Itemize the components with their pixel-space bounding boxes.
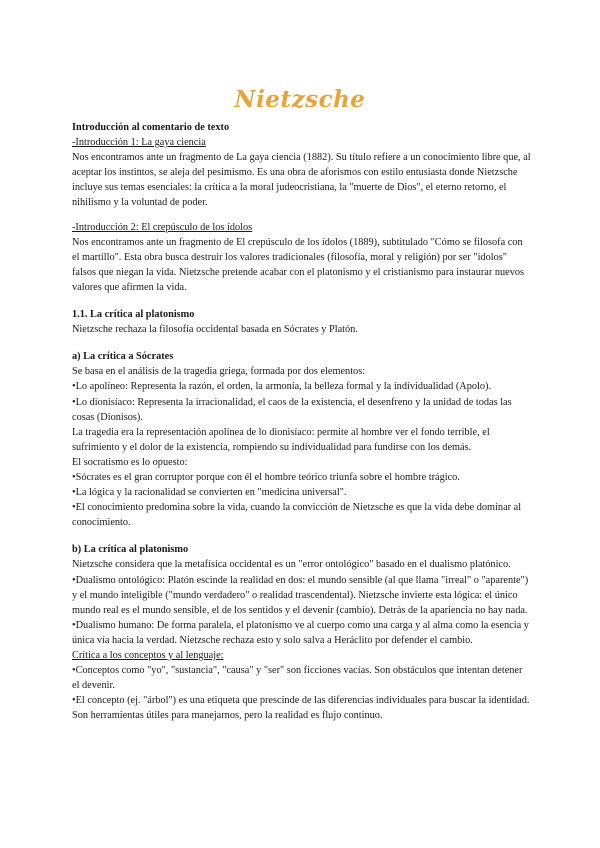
platonism-bullet-human: •Dualismo humano: De forma paralela, el platonismo ve al cuerpo como una carga y al alma como la esencia y única vía hacia la verdad. Nietzsche rechaza esto y solo salva a Heráclito por defender el cambio. [72,619,529,646]
intro1-heading: -Introducción 1: La gaya ciencia [72,137,206,149]
platonism-heading: b) La crítica al platonismo [72,544,189,556]
socrates-intro: Se basa en el análisis de la tragedia griega, formada por dos elementos: [72,366,366,378]
section1-heading: 1.1. La crítica al platonismo [72,309,195,321]
intro2-paragraph: Nos encontramos ante un fragmento de El crepúsculo de los ídolos (1889), subtitulado "Cómo se filosofa con el martillo". Esta obra busca destruir los valores tradicionales (filosofía, moral y religión) por ser "ídolos" falsos que niegan la vida. Nietzsche pretende acabar con el platonismo y el cristianismo para instaurar nuevos valores que afirmen la vida. [72,236,525,293]
platonism-bullet-ontological: •Dualismo ontológico: Platón escinde la realidad en dos: el mundo sensible (al que llama "irreal" o "aparente") y el mundo inteligible ("mundo verdadero" o realidad trascendental). Nietzsche invierte esta lógica: el único mundo real es el mundo sensible, el de los sentidos y el devenir (cambio). Detrás de la apariencia no hay nada. [72,574,529,616]
socrates-bullet-logic: •La lógica y la racionalidad se convierten en "medicina universal". [72,487,347,499]
section1-paragraph: Nietzsche rechaza la filosofía occidental basada en Sócrates y Platón. [72,324,358,336]
socrates-bullet-apolineo: •Lo apolíneo: Representa la razón, el orden, la armonía, la belleza formal y la individualidad (Apolo). [72,381,492,393]
socrates-opposite-paragraph: El socratismo es lo opuesto: [72,456,188,468]
intro-heading: Introducción al comentario de texto [72,122,230,133]
socrates-bullet-corruptor: •Sócrates es el gran corruptor porque con él el hombre teórico triunfa sobre el hombre trágico. [72,471,460,483]
platonism-intro: Nietzsche considera que la metafísica occidental es un "error ontológico" basado en el dualismo platónico. [72,559,511,571]
document-title: Nietzsche [234,86,366,113]
intro1-paragraph: Nos encontramos ante un fragmento de La gaya ciencia (1882). Su título refiere a un conocimiento libre que, al aceptar los instintos, se aleja del pesimismo. Es una obra de aforismos con estilo entusiasta donde Nietzsche incluye sus temas esenciales: la crítica a la moral judeocristiana, la "muerte de Dios", el eterno retorno, el nihilismo y la voluntad de poder. [72,152,531,209]
platonism-bullet-label: •El concepto (ej. "árbol") es una etiqueta que prescinde de las diferencias individuales para buscar la identidad. Son herramientas útiles para manejarnos, pero la realidad es flujo continuo. [72,695,530,722]
socrates-tragedy-paragraph: La tragedia era la representación apolínea de lo dionisíaco: permite al hombre ver el fondo terrible, el sufrimiento y el dolor de la existencia, rompiendo su individualidad para fundirse con los demás. [72,426,490,453]
socrates-heading: a) La crítica a Sócrates [72,351,174,363]
document-body [72,120,532,723]
platonism-bullet-concepts: •Conceptos como "yo", "sustancia", "causa" y "ser" son ficciones vacías. Son obstáculos que intentan detener el devenir. [72,665,523,692]
platonism-language-subheading: Crítica a los conceptos y al lenguaje: [72,650,224,661]
socrates-bullet-knowledge: •El conocimiento predomina sobre la vida, cuando la convicción de Nietzsche es que la vida debe dominar al conocimiento. [72,502,522,529]
intro2-heading: -Introducción 2: El crepúsculo de los ídolos [72,221,253,233]
socrates-bullet-dionisiaco: •Lo dionisíaco: Representa la irracionalidad, el caos de la existencia, el desenfreno y la unidad de todas las cosas (Dionisos). [72,396,512,423]
